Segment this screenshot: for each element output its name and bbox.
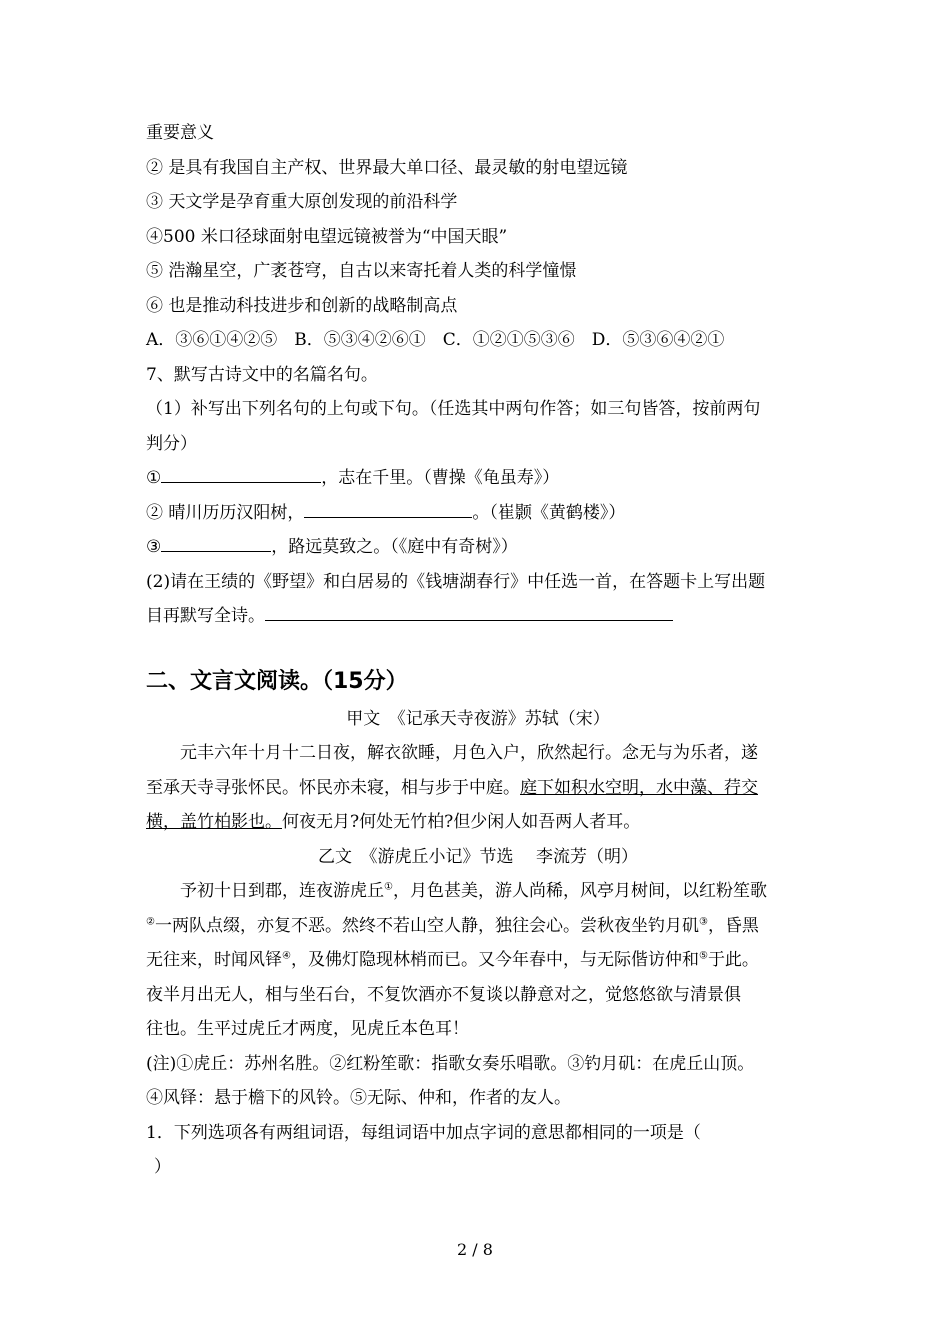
text-line: 予初十日到郡，连夜游虎丘①，月色甚美，游人尚稀，风亭月树间，以红粉笙歌 bbox=[180, 881, 767, 901]
answer-blank[interactable] bbox=[304, 500, 472, 518]
text-line: ⑥ 也是推动科技进步和创新的战略制高点 bbox=[146, 295, 458, 316]
underlined-sentence: 庭下如积水空明，水中藻、荇交 bbox=[520, 777, 758, 798]
note-line: ④风铎：悬于檐下的风铃。⑤无际、仲和，作者的友人。 bbox=[146, 1088, 571, 1108]
text-line: ②一两队点缀，亦复不恶。然终不若山空人静，独往会心。尝秋夜坐钓月矶③，昏黑 bbox=[146, 915, 759, 936]
text-line: 重要意义 bbox=[146, 123, 214, 143]
text-line: （1）补写出下列名句的上句或下句。（任选其中两句作答；如三句皆答，按前两句 bbox=[146, 399, 761, 419]
text-b-title: 乙文 《游虎丘小记》节选 李流芳（明） bbox=[318, 846, 638, 867]
text-line: 至承天寺寻张怀民。怀民亦未寝，相与步于中庭。庭下如积水空明，水中藻、荇交 bbox=[146, 777, 758, 798]
fill-blank-2: ② 晴川历历汉阳树， 。（崔颢《黄鹤楼》） bbox=[146, 496, 810, 531]
fill-blank-3: ③ ，路远莫致之。（《庭中有奇树》） bbox=[146, 530, 810, 565]
text-line: 往也。生平过虎丘才两度，见虎丘本色耳！ bbox=[146, 1019, 469, 1039]
text-line: ⑤ 浩瀚星空，广袤苍穹，自古以来寄托着人类的科学憧憬 bbox=[146, 261, 577, 281]
footnote-mark: ③ bbox=[698, 915, 708, 927]
text-a-title: 甲文 《记承天寺夜游》苏轼（宋） bbox=[346, 708, 610, 729]
footnote-mark: ① bbox=[384, 881, 393, 893]
answer-blank[interactable] bbox=[265, 603, 673, 621]
fill-blank-4: 目再默写全诗。 bbox=[146, 599, 810, 634]
answer-blank[interactable] bbox=[161, 465, 321, 483]
footnote-mark: ⑤ bbox=[698, 950, 708, 962]
fill-blank-1: ① ，志在千里。（曹操《龟虽寿》） bbox=[146, 461, 810, 496]
answer-blank[interactable] bbox=[161, 534, 271, 552]
text-line: 横，盖竹柏影也。何夜无月?何处无竹柏?但少闲人如吾两人者耳。 bbox=[146, 812, 641, 832]
answer-options: A．③⑥①④②⑤ B．⑤③④②⑥① C．①②①⑤③⑥ D．⑤③⑥④②① bbox=[146, 330, 725, 350]
text-line: 夜半月出无人，相与坐石台，不复饮酒亦不复谈以静意对之，觉悠悠欲与清景俱 bbox=[146, 984, 741, 1005]
question-1-paren: ） bbox=[154, 1157, 171, 1177]
note-line: (注)①虎丘：苏州名胜。②红粉笙歌：指歌女奏乐唱歌。③钓月矶：在虎丘山顶。 bbox=[146, 1053, 755, 1074]
footnote-mark: ② bbox=[146, 915, 155, 927]
page-content bbox=[146, 116, 810, 1185]
text-line: 无往来，时闻风铎④，及佛灯隐现林梢而已。又今年春中，与无际偕访仲和⑤于此。 bbox=[146, 950, 759, 970]
page-number: 2 / 8 bbox=[457, 1240, 493, 1259]
text-line: (2)请在王绩的《野望》和白居易的《钱塘湖春行》中任选一首，在答题卡上写出题 bbox=[146, 571, 766, 592]
text-line: ③ 天文学是孕育重大原创发现的前沿科学 bbox=[146, 192, 458, 212]
text-line: 元丰六年十月十二日夜，解衣欲睡，月色入户，欣然起行。念无与为乐者，遂 bbox=[180, 743, 758, 763]
text-line: 判分） bbox=[146, 433, 197, 454]
footnote-mark: ④ bbox=[282, 950, 291, 962]
question-7: 7、默写古诗文中的名篇名句。 bbox=[146, 364, 378, 385]
question-1: 1．下列选项各有两组词语，每组词语中加点字词的意思都相同的一项是（ bbox=[146, 1122, 701, 1143]
text-line: ② 是具有我国自主产权、世界最大单口径、最灵敏的射电望远镜 bbox=[146, 157, 628, 178]
underlined-sentence: 横，盖竹柏影也。 bbox=[146, 812, 282, 832]
section-heading: 二、文言文阅读。（15分） bbox=[146, 668, 408, 694]
text-line: ④500 米口径球面射电望远镜被誉为“中国天眼” bbox=[146, 226, 508, 247]
